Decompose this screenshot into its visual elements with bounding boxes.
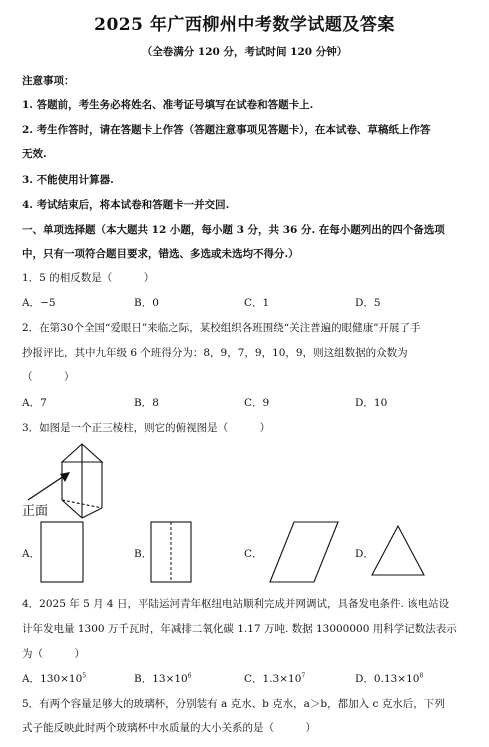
q1-option-b: B．0 [134, 297, 159, 309]
q1-option-c: C．1 [244, 297, 270, 309]
q2-option-c: C．9 [244, 397, 270, 409]
section-1-heading-cont: 中，只有一项符合题目要求，错选、多选或未选均不得分.） [22, 248, 299, 260]
question-4-line-1: 4．2025 年 5 月 4 日，平陆运河青年枢纽电站顺利完成并网调试，具备发电条件. 该电站设 [22, 598, 450, 610]
question-1-stem: 1．5 的相反数是（ ） [22, 272, 155, 284]
q3-option-b-split-rectangle [150, 521, 192, 583]
question-3-stem: 3．如图是一个正三棱柱，则它的俯视图是（ ） [22, 422, 271, 434]
q3-option-d-triangle [370, 525, 426, 577]
page-subtitle: （全卷满分 120 分，考试时间 120 分钟） [141, 46, 348, 58]
section-1-heading: 一、单项选择题（本大题共 12 小题，每小题 3 分，共 36 分. 在每小题列出的四个备选项 [22, 224, 445, 236]
q4-option-c: C．$1.3\times 10^7$ [244, 672, 306, 685]
question-2-line-3: （ ） [22, 371, 75, 383]
question-2-line-2: 抄报评比，其中九年级 6 个班得分为：8，9，7，9，10，9，则这组数据的众数为 [22, 347, 408, 359]
q3-option-b: B． [134, 548, 153, 560]
q4-option-b: B．$13\times 10^6$ [134, 672, 192, 685]
q1-option-a: A．−5 [22, 297, 56, 309]
note-4: 4. 考试结束后，将本试卷和答题卡一并交回. [22, 199, 230, 211]
q2-option-b: B．8 [134, 397, 159, 409]
note-2: 2. 考生作答时，请在答题卡上作答（答题注意事项见答题卡），在本试卷、草稿纸上作答 [22, 124, 431, 136]
q3-option-d: D． [355, 548, 374, 560]
q4-option-a: A．$130\times 10^5$ [22, 672, 87, 685]
q4-option-d: D．$0.13\times 10^8$ [355, 672, 424, 685]
question-2-line-1: 2．在第30个全国“爱眼日”来临之际，某校组织各班围绕“关注普遍的眼健康”开展了手 [22, 322, 421, 334]
question-5-line-2: 式子能反映此时两个玻璃杯中水质量的大小关系的是（ ） [22, 722, 316, 734]
front-view-label: 正面 [22, 504, 49, 519]
q3-option-a-rectangle [40, 521, 84, 583]
front-arrow-icon [28, 472, 70, 500]
question-5-line-1: 5．有两个容量足够大的玻璃杯，分别装有 a 克水、b 克水，a＞b，都加入 c 克水后，下列 [22, 698, 445, 710]
note-2-cont: 无效. [22, 148, 47, 160]
q1-option-d: D．5 [355, 297, 381, 309]
q3-option-c-parallelogram [268, 521, 340, 583]
notes-heading: 注意事项： [22, 75, 75, 87]
note-3: 3. 不能使用计算器. [22, 174, 114, 186]
question-4-line-2: 计年发电量 1300 万千瓦时，年减排二氧化碳 1.17 万吨. 数据 13000000 用科学记数法表示 [22, 623, 457, 635]
note-1: 1. 答题前，考生务必将姓名、准考证号填写在试卷和答题卡上. [22, 99, 314, 111]
q2-option-d: D．10 [355, 397, 388, 409]
page-title: 2025 年广西柳州中考数学试题及答案 [94, 15, 395, 35]
question-4-line-3: 为（ ） [22, 648, 85, 660]
q2-option-a: A．7 [22, 397, 47, 409]
q3-option-c: C． [244, 548, 263, 560]
q3-option-a: A． [22, 548, 41, 560]
